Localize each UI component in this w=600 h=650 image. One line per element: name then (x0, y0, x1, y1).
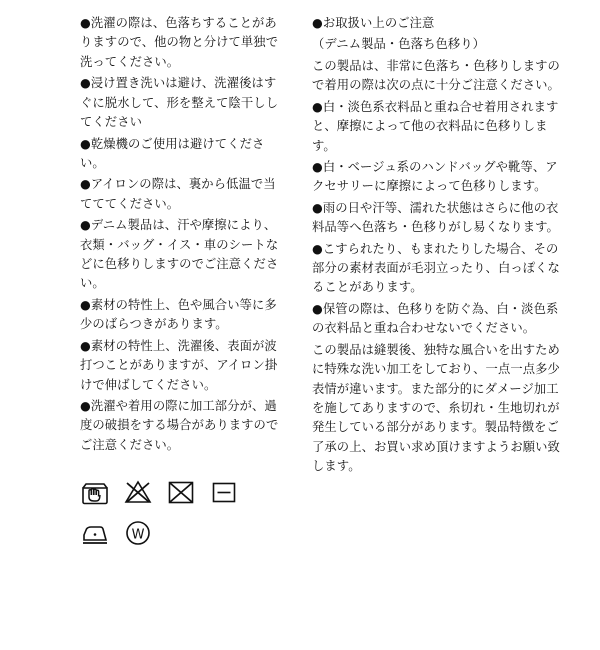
iron-low-symbol (80, 518, 110, 548)
care-paragraph: ●素材の特性上、洗濯後、表面が波打つことがありますが、アイロン掛けで伸ばしてください。 (80, 338, 278, 392)
care-paragraph: ●洗濯の際は、色落ちすることがありますので、他の物と分けて単独で洗ってください。 (80, 16, 279, 69)
care-paragraph: この製品は縫製後、独特な風合いを出すために特殊な洗い加工をしており、一点一点多少表情が違います。また部分的にダメージ加工を施してありますので、糸切れ・生地切れが発生している部分があります。製品特徴をご了承の上、お買い求め頂けますようお願い致します。 (312, 342, 560, 474)
care-paragraph: ●デニム製品は、汗や摩擦により、衣類・バッグ・イス・車のシートなどに色移りしますのでご注意ください。 (80, 218, 279, 291)
care-symbols-block (18, 477, 286, 548)
care-notice-subheading: （デニム製品・色落ち色移り） (312, 37, 486, 52)
left-text-column (18, 14, 286, 640)
right-text-column (312, 14, 560, 640)
care-paragraph: ●洗濯や着用の際に加工部分が、過度の破損をする場合がありますのでご注意ください。 (80, 399, 279, 452)
care-paragraph: ●保管の際は、色移りを防ぐ為、白・淡色系の衣料品と重ね合わせないでください。 (312, 301, 559, 336)
wet-clean-symbol (123, 518, 153, 548)
care-paragraph: ●乾燥機のご使用は避けてください。 (80, 136, 265, 170)
care-paragraph: ●雨の日や汗等、濡れた状態はさらに他の衣料品等へ色落ち・色移りがし易くなります。 (312, 200, 559, 235)
care-notice-heading: ●お取扱い上のご注意 (312, 16, 435, 30)
hand-wash-symbol (80, 477, 110, 507)
no-tumble-dry-symbol (166, 477, 196, 507)
care-paragraph: ●素材の特性上、色や風合い等に多少のばらつきがあります。 (80, 297, 277, 332)
no-bleach-symbol (123, 477, 153, 507)
care-symbol-row-2 (80, 518, 286, 548)
svg-text:W: W (131, 527, 145, 543)
care-paragraph: ●白・ベージュ系のハンドバッグや靴等、アクセサリーに摩擦によって色移りします。 (312, 159, 558, 194)
dry-flat-symbol (209, 477, 239, 507)
care-paragraph: この製品は、非常に色落ち・色移りしますので着用の際は次の点に十分ご注意ください。 (312, 58, 560, 93)
care-paragraph: ●アイロンの際は、裏から低温で当てててください。 (80, 177, 276, 211)
care-paragraph: ●浸け置き洗いは避け、洗濯後はすぐに脱水して、形を整えて陰干ししてください (80, 76, 279, 130)
care-symbol-row-1 (80, 477, 286, 507)
care-paragraph: ●白・淡色系衣料品と重ね合せ着用されますと、摩擦によって他の衣料品に色移りします。 (312, 99, 559, 153)
care-paragraph: ●こすられたり、もまれたりした場合、その部分の素材表面が毛羽立ったり、白っぽくなることがあります。 (312, 241, 560, 295)
